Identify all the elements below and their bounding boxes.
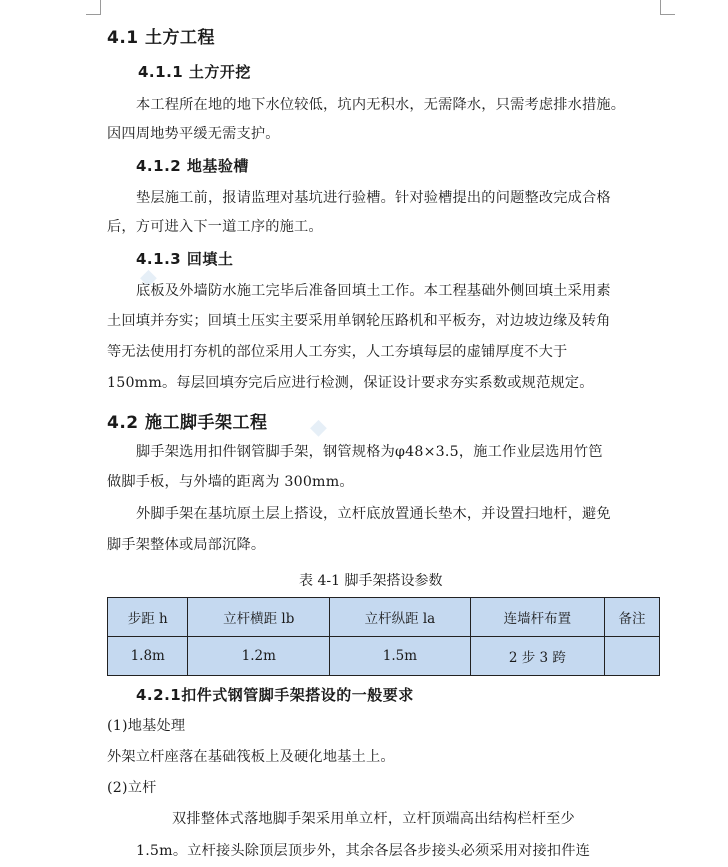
page-corner-mark-left [86,0,101,15]
table-header-cell: 立杆横距 lb [188,598,330,637]
paragraph-line: 外架立杆座落在基础筏板上及硬化地基土上。 [107,749,395,765]
paragraph-line: 外脚手架在基坑原土层上搭设，立杆底放置通长垫木，并设置扫地杆，避免 [136,506,611,522]
table-header-cell: 备注 [605,598,660,637]
list-item-label: (2)立杆 [107,780,157,796]
paragraph-line: 150mm。每层回填夯完后应进行检测，保证设计要求夯实系数或规范规定。 [107,375,594,391]
paragraph-line: 后，方可进入下一道工序的施工。 [107,219,323,235]
paragraph-line: 双排整体式落地脚手架采用单立杆，立杆顶端高出结构栏杆至少 [172,811,575,827]
paragraph-line: 本工程所在地的地下水位较低，坑内无积水，无需降水，只需考虑排水措施。 [136,97,626,113]
paragraph-line: 因四周地势平缓无需支护。 [107,126,280,142]
table-cell: 1.8m [108,637,188,676]
paragraph-line: 做脚手板，与外墙的距离为 300mm。 [107,474,354,490]
page-corner-mark-right [660,0,675,15]
list-item-label: (1)地基处理 [107,718,186,734]
section-4-1-1-title: 4.1.1 土方开挖 [138,63,251,81]
table-header-cell: 连墙杆布置 [470,598,604,637]
paragraph-line: 等无法使用打夯机的部位采用人工夯实，人工夯填每层的虚铺厚度不大于 [107,344,568,360]
paragraph-line: 脚手架选用扣件钢管脚手架，钢管规格为φ48×3.5，施工作业层选用竹笆 [136,444,603,460]
table-header-row [108,598,660,637]
watermark-icon: ◆ [140,265,157,290]
paragraph-line: 1.5m。立杆接头除顶层顶步外，其余各层各步接头必须采用对接扣件连 [136,843,591,859]
section-4-2-title: 4.2 施工脚手架工程 [107,413,268,433]
section-4-2-1-title: 4.2.1扣件式钢管脚手架搭设的一般要求 [136,686,414,704]
table-header-cell: 立杆纵距 la [330,598,471,637]
table-header-cell: 步距 h [108,598,188,637]
paragraph-line: 底板及外墙防水施工完毕后准备回填土工作。本工程基础外侧回填土采用素 [136,283,611,299]
table-cell: 1.5m [330,637,471,676]
paragraph-line: 脚手架整体或局部沉降。 [107,537,266,553]
section-4-1-title: 4.1 土方工程 [107,28,216,48]
table-row [108,637,660,676]
watermark-icon: ◆ [310,415,327,440]
paragraph-line: 垫层施工前，报请监理对基坑进行验槽。针对验槽提出的问题整改完成合格 [136,190,611,206]
scaffold-params-table [107,597,660,676]
table-cell: 1.2m [188,637,330,676]
section-4-1-3-title: 4.1.3 回填土 [136,250,234,268]
table-cell: 2 步 3 跨 [470,637,604,676]
table-cell [605,637,660,676]
section-4-1-2-title: 4.1.2 地基验槽 [136,157,249,175]
table-caption: 表 4-1 脚手架搭设参数 [299,573,443,589]
paragraph-line: 土回填并夯实；回填土压实主要采用单钢轮压路机和平板夯，对边坡边缘及转角 [107,313,611,329]
